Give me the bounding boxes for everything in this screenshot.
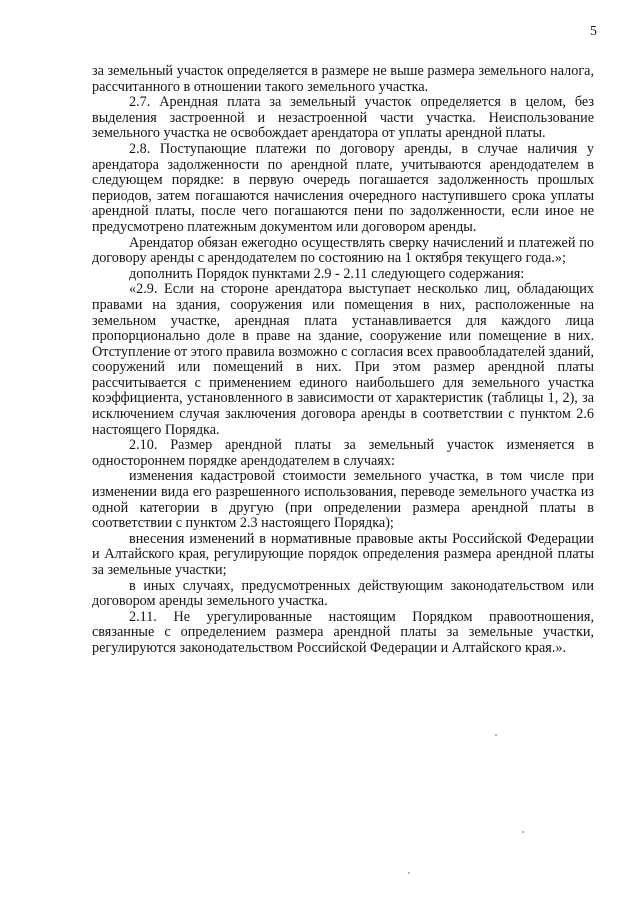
- paragraph-continuation: за земельный участок определяется в размере не выше размера земельного налога, рассчитанного в отношении такого земельного участка.: [92, 63, 594, 95]
- paragraph-2-9: «2.9. Если на стороне арендатора выступает несколько лиц, обладающих правами на здания, сооружения или помещения в них, расположенные на земельном участке, арендная плата устанавливается для каждого лица пропорционально доле в праве на здание, сооружение или помещение в них. Отступление от этого правила возможно с согласия всех правообладателей зданий, сооружений или помещений в них. При этом размер арендной платы рассчитывается с применением единого наибольшего для земельного участка коэффициента, установленного в зависимости от характеристик (таблицы 1, 2), за исключением случая заключения договора аренды в соответствии с пунктом 2.6 настоящего Порядка.: [92, 281, 594, 438]
- page-number: 5: [590, 24, 597, 39]
- paragraph-2-10: 2.10. Размер арендной платы за земельный участок изменяется в одностороннем порядке арендодателем в случаях:: [92, 437, 594, 469]
- paragraph-2-11: 2.11. Не урегулированные настоящим Порядком правоотношения, связанные с определением размера арендной платы за земельные участки, регулируются законодательством Российской Федерации и Алтайского края.».: [92, 608, 594, 656]
- paragraph-2-10-case-other: в иных случаях, предусмотренных действующим законодательством или договором аренды земельного участка.: [92, 577, 594, 610]
- paragraph-2-10-case-cadastral: изменения кадастровой стоимости земельного участка, в том числе при изменении вида его разрешенного использования, переводе земельного участка из одной категории в другую (при определении размера арендной платы в соответствии с пунктом 2.3 настоящего Порядка);: [92, 468, 594, 532]
- paragraph-2-10-case-legislation: внесения изменений в нормативные правовые акты Российской Федерации и Алтайского края, регулирующие порядок определения размера арендной платы за земельные участки;: [92, 530, 594, 578]
- paragraph-2-8: 2.8. Поступающие платежи по договору аренды, в случае наличия у арендатора задолженности по арендной плате, учитываются арендодателем в следующем порядке: в первую очередь погашается задолженность прошлых периодов, затем погашаются начисления очередного наступившего срока уплаты арендной платы, после чего погашаются пени по задолженности, если иное не предусмотрено платежным документом или договором аренды.: [92, 140, 594, 235]
- paragraph-reconciliation: Арендатор обязан ежегодно осуществлять сверку начислений и платежей по договору аренды с арендодателем по состоянию на 1 октября текущего года.»;: [92, 234, 594, 267]
- scan-speck: [408, 872, 410, 874]
- paragraph-amendment-intro: дополнить Порядок пунктами 2.9 - 2.11 следующего содержания:: [129, 265, 525, 282]
- scan-speck: [495, 734, 497, 736]
- paragraph-2-7: 2.7. Арендная плата за земельный участок определяется в целом, без выделения застроенной и незастроенной части участка. Неиспользование земельного участка не освобождает арендатора от уплаты арендной платы.: [92, 94, 594, 142]
- document-body: [92, 64, 594, 657]
- scan-speck: [522, 831, 524, 833]
